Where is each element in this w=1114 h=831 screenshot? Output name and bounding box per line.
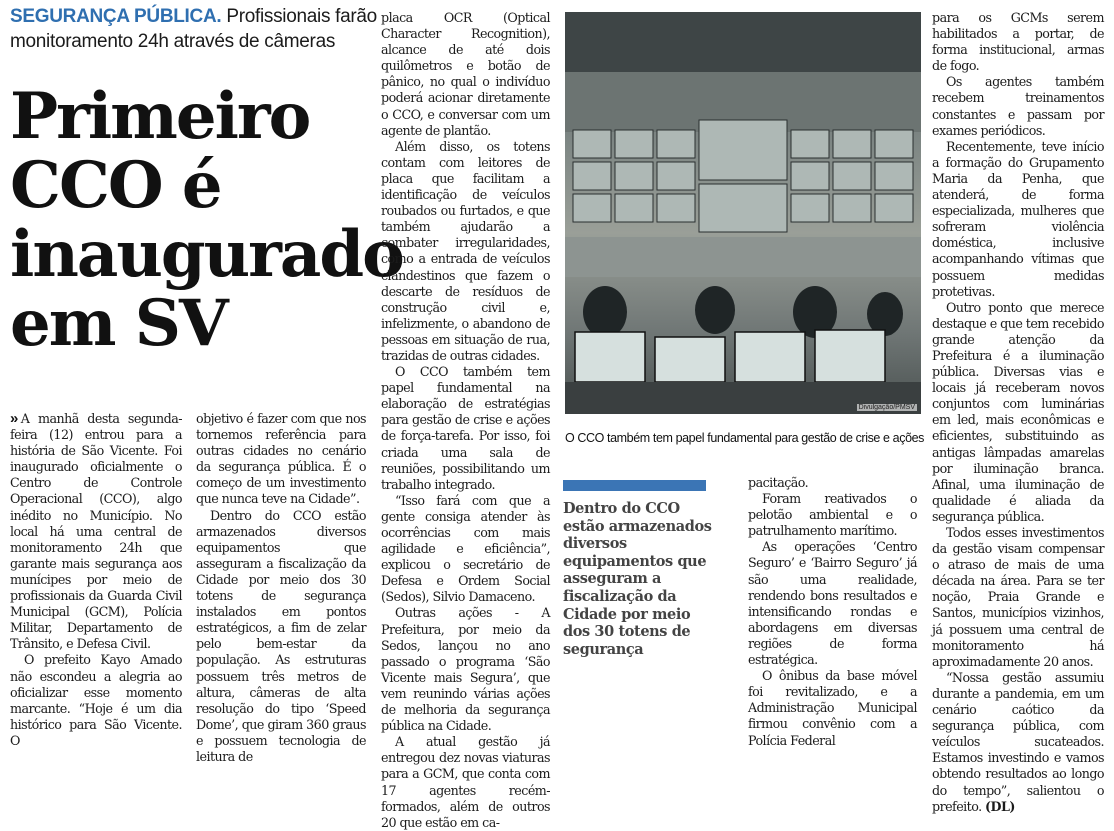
paragraph: Outras ações - A Prefeitura, por meio da Sedos, lançou no ano passado o programa ‘São Vicente mais Segura’, que vem reunindo várias ações de melhoria da segurança pública na Cidade. bbox=[381, 605, 550, 734]
kicker bbox=[10, 4, 380, 54]
paragraph: Os agentes também recebem treinamentos constantes e passam por exames periódicos. bbox=[932, 74, 1104, 138]
column-6 bbox=[932, 10, 1104, 815]
pullquote: Dentro do CCO estão armazenados diversos equipamentos que asseguram a fiscalização da Cidade por meio dos 30 totens de segurança bbox=[563, 500, 712, 658]
paragraph: pacitação. bbox=[748, 475, 809, 490]
paragraph: Dentro do CCO estão armazenados diversos equipamentos que asseguram a fiscalização da Cidade por meio dos 30 totens de segurança instalados em pontos estratégicos, a fim de zelar pelo bem-estar da população. As estruturas possuem três metros de altura, câmeras de alta resolução do tipo ‘Speed Dome’, que giram 360 graus e possuem tecnologia de leitura de bbox=[196, 507, 366, 764]
paragraph: A manhã desta segunda-feira (12) entrou para a história de São Vicente. Foi inaugurado oficialmente o Centro de Controle Operacional (CCO), algo inédito no Município. No local há uma central de monitoramento 24h que garante mais segurança aos munícipes por meio de profissionais da Guarda Civil Municipal (GCM), Polícia Militar, Departamento de Trânsito, e Defesa Civil. bbox=[10, 411, 182, 652]
kicker-text: Profissionais farão monitoramento 24h através de câmeras bbox=[10, 6, 377, 52]
pullquote-bar bbox=[563, 480, 706, 491]
paragraph: “Nossa gestão assumiu durante a pandemia, em um cenário caótico da segurança pública, com veículos sucateados. Estamos investindo e vamos obtendo resultados ao longo do tempo”, salientou o prefeito. bbox=[932, 669, 1104, 814]
paragraph: placa OCR (Optical Character Recognition), alcance de até dois quilômetros e botão de pânico, no qual o indivíduo poderá acionar diretamente o CCO, e conversar com um agente de plantão. bbox=[381, 10, 550, 138]
paragraph: O ônibus da base móvel foi revitalizado, e a Administração Municipal firmou convênio com a Polícia Federal bbox=[748, 668, 917, 748]
paragraph: objetivo é fazer com que nos tornemos referência para outras cidades no cenário da segurança pública. É o começo de um investimento que nunca teve na Cidade”. bbox=[196, 411, 366, 507]
paragraph: O CCO também tem papel fundamental na elaboração de estratégias para gestão de crise e ações de força-tarefa. Por isso, foi criada uma sala de reuniões, possibilitando um trabalho integrado. bbox=[381, 364, 550, 492]
paragraph: Recentemente, teve início a formação do Grupamento Maria da Penha, que atenderá, de forma especializada, mulheres que sofreram violência doméstica, inclusive acompanhando vítimas que possuem medidas protetivas. bbox=[932, 138, 1104, 299]
kicker-section: SEGURANÇA PÚBLICA. bbox=[10, 6, 222, 27]
paragraph: Todos esses investimentos da gestão visam compensar o atraso de mais de uma década na área. Para se ter noção, Praia Grande e Santos, municípios vizinhos, já possuem uma central de monitoramento há aproximadamente 20 anos. bbox=[932, 525, 1104, 669]
paragraph: As operações ‘Centro Seguro’ e ‘Bairro Seguro’ já são uma realidade, rendendo bons resultados e intensificando rondas e abordagens em diversas regiões de forma estratégica. bbox=[748, 539, 917, 668]
paragraph: A atual gestão já entregou dez novas viaturas para a GCM, que conta com 17 agentes recém-formados, além de outros 20 que estão em ca- bbox=[381, 734, 550, 830]
headline: Primeiro CCO é inaugurado em SV bbox=[10, 79, 403, 361]
photo-credit: Divulgação/PMSV bbox=[858, 404, 915, 411]
column-2 bbox=[196, 411, 366, 765]
column-1 bbox=[10, 411, 182, 749]
paragraph: “Isso fará com que a gente consiga atender às ocorrências com mais agilidade e eficiência”, explicou o secretário de Defesa e Ordem Social (Sedos), Silvio Damaceno. bbox=[381, 492, 550, 605]
paragraph: para os GCMs serem habilitados a portar, de forma institucional, armas de fogo. bbox=[932, 10, 1104, 74]
double-chevron-icon: » bbox=[10, 410, 18, 427]
paragraph: Além disso, os totens contam com leitores de placa que facilitam a identificação de veículos roubados ou furtados, e que também ajudarão a combater irregularidades, como a entrada de veículos clandestinos que fazem o descarte de resíduos de construção civil e, infelizmente, o abandono de pessoas em situação de rua, trazidas de outras cidades. bbox=[381, 138, 550, 363]
column-3 bbox=[381, 10, 550, 831]
author-signature: (DL) bbox=[985, 798, 1015, 814]
paragraph: Foram reativados o pelotão ambiental e o patrulhamento marítimo. bbox=[748, 491, 917, 539]
column-5 bbox=[748, 475, 917, 749]
control-room-illustration bbox=[565, 12, 921, 414]
photo-caption: O CCO também tem papel fundamental para gestão de crise e ações bbox=[565, 431, 925, 445]
control-room-photo bbox=[565, 12, 921, 414]
paragraph: Outro ponto que merece destaque e que tem recebido grande atenção da Prefeitura é a iluminação pública. Diversas vias e locais já receberam novos conjuntos com luminárias em led, mais econômicas e eficientes, substituindo as antigas lâmpadas amarelas por iluminação branca. Afinal, uma iluminação de qualidade é aliada da segurança pública. bbox=[932, 299, 1104, 524]
paragraph: O prefeito Kayo Amado não escondeu a alegria ao oficializar esse momento marcante. “Hoje é um dia histórico para São Vicente. O bbox=[10, 652, 182, 748]
